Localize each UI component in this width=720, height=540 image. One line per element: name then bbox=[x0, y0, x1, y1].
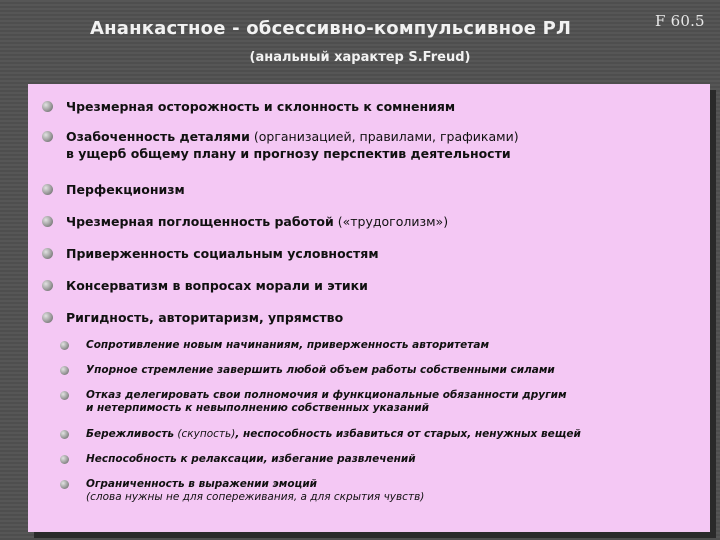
bullet-icon bbox=[42, 101, 53, 112]
sub-item-text-cont: , неспособность избавиться от старых, ненужных вещей bbox=[235, 428, 581, 440]
slide-title: Ананкастное - обсессивно-компульсивное РЛ bbox=[90, 18, 572, 39]
item-text: Консерватизм в вопросах морали и этики bbox=[66, 278, 368, 293]
icd-code: F 60.5 bbox=[655, 12, 705, 30]
bullet-icon bbox=[42, 216, 53, 227]
item-text: Приверженность социальным условностям bbox=[66, 246, 379, 261]
bullet-icon bbox=[60, 341, 69, 350]
sub-item-text: Упорное стремление завершить любой объем работы собственными силами bbox=[86, 364, 555, 376]
bullet-icon bbox=[42, 131, 53, 142]
bullet-icon bbox=[60, 430, 69, 439]
content-panel bbox=[28, 84, 710, 532]
item-text: Чрезмерная осторожность и склонность к сомнениям bbox=[66, 99, 456, 114]
bullet-icon bbox=[60, 480, 69, 489]
bullet-icon bbox=[42, 184, 53, 195]
sub-item-note: (слова нужны не для сопереживания, а для скрытия чувств) bbox=[86, 491, 425, 503]
sub-item-text: Ограниченность в выражении эмоций bbox=[86, 478, 318, 490]
item-note: («трудоголизм») bbox=[333, 214, 449, 229]
sub-item-text: Отказ делегировать свои полномочия и функциональные обязанности другим bbox=[86, 389, 567, 401]
bullet-icon bbox=[42, 248, 53, 259]
item-text-cont: в ущерб общему плану и прогнозу перспектив деятельности bbox=[66, 146, 511, 161]
bullet-icon bbox=[42, 280, 53, 291]
sub-item-text-cont: и нетерпимость к невыполнению собственных указаний bbox=[86, 402, 429, 414]
bullet-icon bbox=[60, 366, 69, 375]
bullet-icon bbox=[60, 391, 69, 400]
item-text: Ригидность, авторитаризм, упрямство bbox=[66, 310, 344, 325]
item-note: (организацией, правилами, графиками) bbox=[249, 129, 519, 144]
sub-item-text: Сопротивление новым начинаниям, приверженность авторитетам bbox=[86, 339, 490, 351]
bullet-icon bbox=[42, 312, 53, 323]
slide-subtitle: (анальный характер S.Freud) bbox=[249, 50, 471, 65]
sub-item-note: (скупость) bbox=[174, 428, 236, 440]
sub-item-text: Бережливость bbox=[86, 428, 175, 440]
sub-item-text: Неспособность к релаксации, избегание развлечений bbox=[86, 453, 416, 465]
item-text: Озабоченность деталями bbox=[66, 129, 250, 144]
bullet-icon bbox=[60, 455, 69, 464]
item-text: Чрезмерная поглощенность работой bbox=[66, 214, 334, 229]
item-text: Перфекционизм bbox=[66, 182, 185, 197]
